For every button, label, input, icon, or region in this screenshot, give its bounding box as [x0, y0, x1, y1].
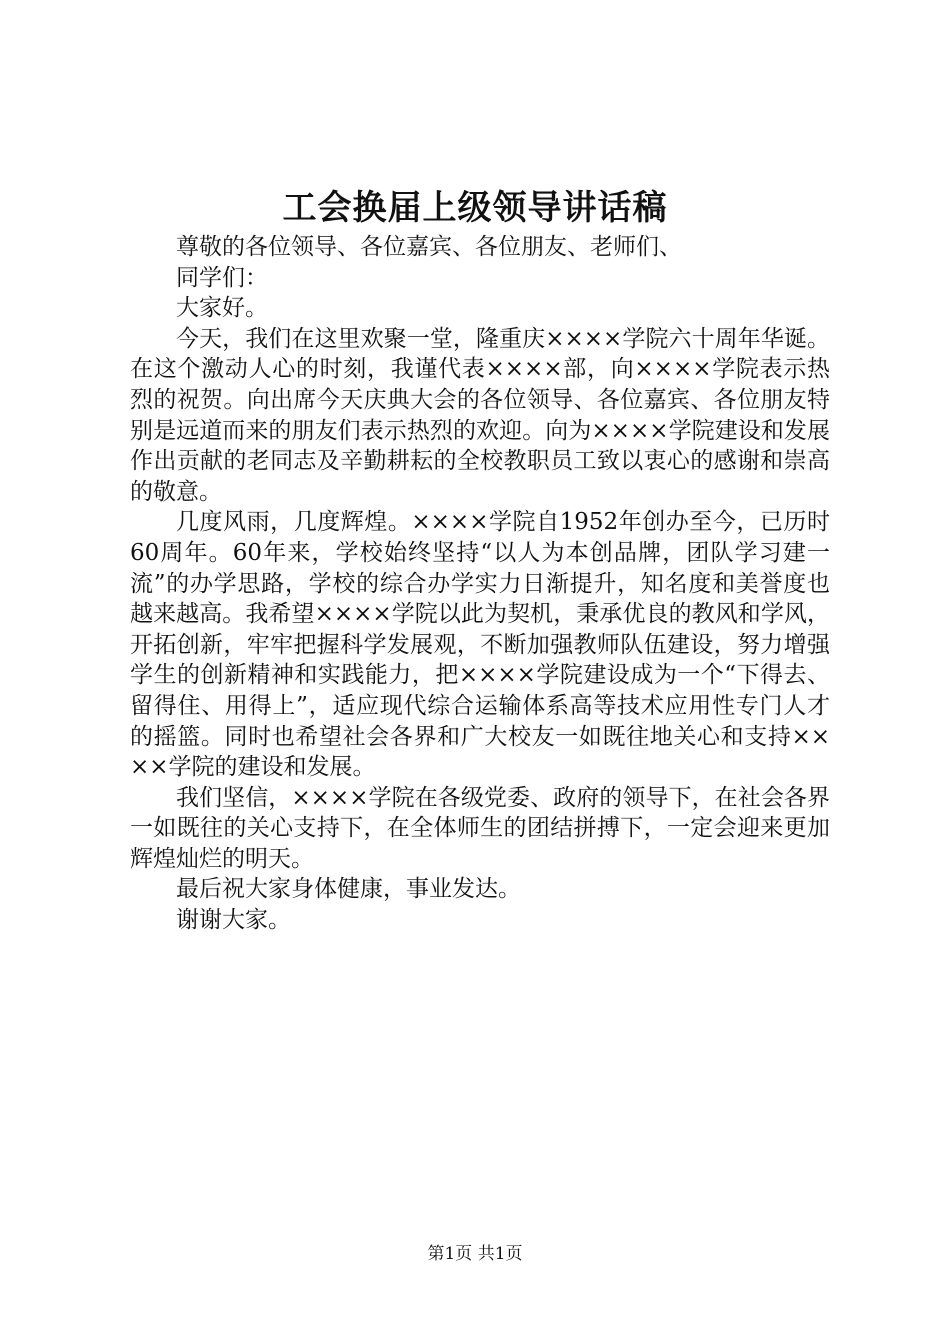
- paragraph-thanks: 谢谢大家。: [176, 907, 291, 934]
- paragraph-welcome: 今天，我们在这里欢聚一堂，隆重庆××××学院六十周年华诞。在这个激动人心的时刻，我谨代表××××部，向××××学院表示热烈的祝贺。向出席今天庆典大会的各位领导、各位嘉宾、各位朋友特别是远道而来的朋友们表示热烈的欢迎。向为××××学院建设和发展作出贡献的老同志及辛勤耕耘的全校教职员工致以衷心的感谢和崇高的敬意。: [130, 325, 830, 505]
- salutation-line-2: 同学们：: [176, 264, 268, 291]
- paragraph-history: 几度风雨，几度辉煌。××××学院自1952年创办至今，已历时60周年。60年来，学校始终坚持“以人为本创品牌，团队学习建一流”的办学思路，学校的综合办学实力日渐提升，知名度和美誉度也越来越高。我希望××××学院以此为契机，秉承优良的教风和学风，开拓创新，牢牢把握科学发展观，不断加强教师队伍建设，努力增强学生的创新精神和实践能力，把××××学院建设成为一个“下得去、留得住、用得上”，适应现代综合运输体系高等技术应用性专门人才的摇篮。同时也希望社会各界和广大校友一如既往地关心和支持××××学院的建设和发展。: [130, 509, 830, 781]
- paragraph-wishes: 最后祝大家身体健康，事业发达。: [176, 876, 521, 903]
- document-body: [130, 232, 830, 936]
- document-title: 工会换届上级领导讲话稿: [282, 188, 668, 228]
- greeting: 大家好。: [176, 295, 268, 322]
- paragraph-belief: 我们坚信，××××学院在各级党委、政府的领导下，在社会各界一如既往的关心支持下，在全体师生的团结拼搏下，一定会迎来更加辉煌灿烂的明天。: [130, 784, 830, 872]
- salutation-line-1: 尊敬的各位领导、各位嘉宾、各位朋友、老师们、: [176, 234, 682, 260]
- page-number-footer: 第1页 共1页: [427, 1244, 523, 1264]
